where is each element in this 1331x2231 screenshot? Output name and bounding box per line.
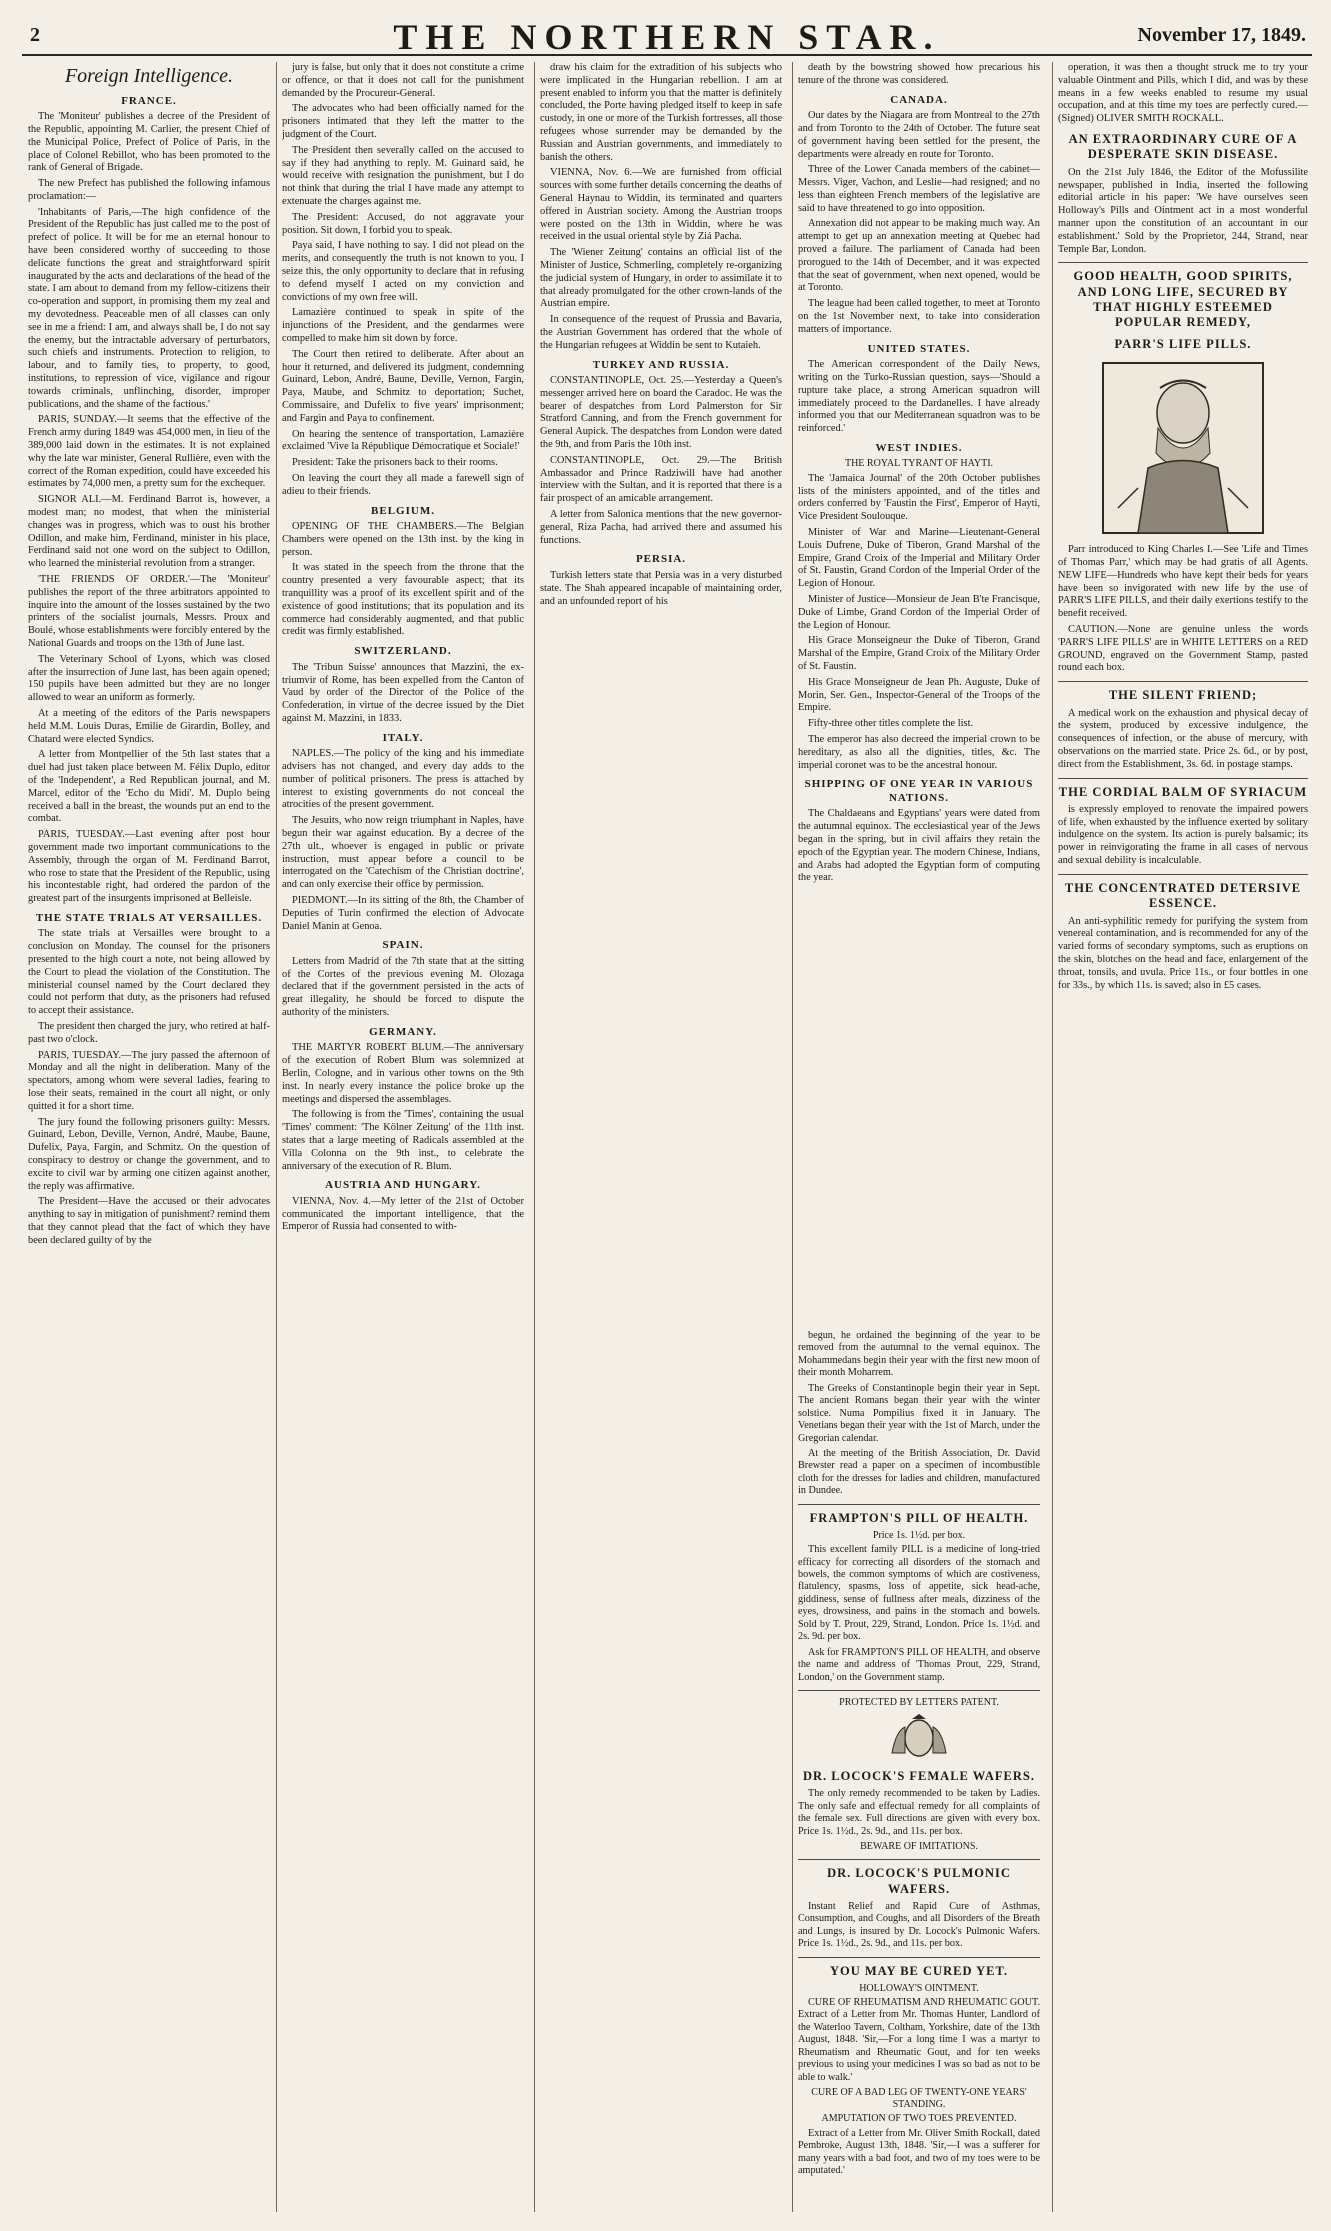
article-paragraph: NAPLES.—The policy of the king and his immediate advisers has not changed, and every day adds to the number of political prisoners. The press is attached by interest to existing governments do not conceal the atrocities of the present government.: [282, 748, 524, 811]
ad-paragraph: CURE OF RHEUMATISM AND RHEUMATIC GOUT. Extract of a Letter from Mr. Thomas Hunter, Landlord of the Waterloo Tavern, Coltham, Yorkshire, date of the 13th August, 1848. 'Sir,—For a long time I was a martyr to Rheumatism and Rheumatic Gout, and for ten weeks previous to using your medicines I was so bad as not to be able to walk.': [798, 1997, 1040, 2083]
article-paragraph: OPENING OF THE CHAMBERS.—The Belgian Chambers were opened on the 13th inst. by the king in person.: [282, 521, 524, 558]
article-paragraph: The 'Moniteur' publishes a decree of the President of the Republic, appointing M. Carlier, the present Chief of the Municipal Police, Prefect of Police of Paris, in the place of Colonel Rebillot, who has been promoted to the rank of General of Brigade.: [28, 111, 270, 174]
article-paragraph: The Chaldaeans and Egyptians' years were dated from the autumnal equinox. The ecclesiastical year of the Jews began in the spring, but in civil affairs they retain the epoch of the Egyptian year. The modern Chinese, Indians, and Arabs had adopted the Egyptian form of computing the year.: [798, 808, 1040, 884]
article-paragraph: The President: Accused, do not aggravate your position. Sit down, I forbid you to speak.: [282, 211, 524, 236]
ad-holloway-sub2: CURE OF A BAD LEG OF TWENTY-ONE YEARS' STANDING.: [811, 2087, 1027, 2111]
article-paragraph: The new Prefect has published the following infamous proclamation:—: [28, 178, 270, 202]
masthead: [22, 10, 1312, 56]
article-paragraph: President: Take the prisoners back to their rooms.: [292, 457, 498, 469]
ad-paragraph: CAUTION.—None are genuine unless the words 'PARR'S LIFE PILLS' are in WHITE LETTERS on a RED GROUND, engraved on the Government Stamp, pasted round each box.: [1058, 623, 1308, 674]
article-paragraph: At the meeting of the British Association, Dr. David Brewster read a paper on a specimen of incombustible cloth for the dresses for ladies and children, manufactured in Dundee.: [798, 1447, 1040, 1497]
article-paragraph: The Greeks of Constantinople begin their year in Sept. The ancient Romans began their year with the winter solstice. Numa Pompilius fixed it in January. The Venetians began their year with the 1st of March, under the Gregorian calendar.: [798, 1382, 1040, 1444]
article-paragraph: Annexation did not appear to be making much way. An attempt to get up an annexation meeting at Quebec had proved a failure. The parliament of Canada had been prorogued to the 14th of December, and it was expected that the seat of government, when next opened, would be at Toronto.: [798, 218, 1040, 294]
article-paragraph: VIENNA, Nov. 4.—My letter of the 21st of October communicated the important intelligence, that the Emperor of Russia had consented to with-: [282, 1195, 524, 1233]
article-paragraph: A letter from Montpellier of the 5th last states that a duel had just taken place between M. Félix Duplo, editor of the 'Independent', a Red Republican journal, and M. Marcel, editor of the 'Echo du Midi'. M. Duplo being received a ball in the breast, the wounds put an end to the combat.: [28, 749, 270, 825]
ad-divider: [1058, 874, 1308, 875]
subhead-belgium: BELGIUM.: [371, 504, 435, 517]
page-number: 2: [30, 24, 40, 46]
ad-paragraph: Extract of a Letter from Mr. Oliver Smith Rockall, dated Pembroke, August 13th, 1848. 'Sir,—I was a sufferer for many years with a bad foot, and two of my toes were to be amputated.': [798, 2127, 1040, 2176]
ad-divider: [798, 1859, 1040, 1860]
article-paragraph: jury is false, but only that it does not constitute a crime or offence, or that it does not call for the punishment demanded by the Procureur-General.: [282, 62, 524, 99]
article-paragraph: The president then charged the jury, who retired at half-past two o'clock.: [28, 1021, 270, 1045]
article-paragraph: A letter from Salonica mentions that the new governor-general, Riza Pacha, had arrived there and assumed his functions.: [540, 509, 782, 546]
article-paragraph: The league had been called together, to meet at Toronto on the 1st November next, to take into consideration matters of importance.: [798, 298, 1040, 335]
article-paragraph: In consequence of the request of Prussia and Bavaria, the Austrian Government has ordered that the whole of the Hungarian refugees at Widdin be sent to Kutaieh.: [540, 314, 782, 351]
article-paragraph: Three of the Lower Canada members of the cabinet—Messrs. Viger, Vachon, and Leslie—had resigned; and no less than eighteen French members of the legislative are said to have threatened to go into opposition.: [798, 164, 1040, 214]
article-paragraph: CONSTANTINOPLE, Oct. 25.—Yesterday a Queen's messenger arrived here on board the Caradoc. He was the bearer of despatches from Lord Palmerston for Sir Stratford Canning, and from the French government for General Aupick. The despatches from London were dated the 9th, and from Paris the 10th inst.: [540, 375, 782, 451]
article-paragraph: begun, he ordained the beginning of the year to be removed from the autumnal to the vernal equinox. The Mohammedans begin their year with the first new moon of their month Moharrem.: [798, 1330, 1040, 1379]
article-paragraph: operation, it was then a thought struck me to try your valuable Ointment and Pills, which I did, and was by these means in a few weeks enabled to resume my usual occupation, and at this time my toes are perfectly cured.—(Signed) OLIVER SMITH ROCKALL.: [1058, 62, 1308, 125]
article-paragraph: 'Inhabitants of Paris,—The high confidence of the President of the Republic has just called me to the post of prefect of police. It will be for me an eternal honour to have been considered worthy of succeeding to those delicate functions the great and straightforward spirit inaugurated by the acts and declarations of the head of the state. I am about to demand from my fellow-citizens their co-operation and support, in promising them my zeal and my devotedness. Peaceable men of all classes can only see in me a friend: I am, and always shall be, I do not say the enemy, but the intractable adversary of perturbators, such chiefs and instruments. Protection to religion, to labour, and to family ties, to property, to good, institutions, to repression of vice, vigilance and rigour towards criminals, unflinching, disorder, improper publications, and the shame of the factious.': [28, 206, 270, 410]
royal-arms-icon: [874, 1713, 964, 1763]
article-paragraph: CONSTANTINOPLE, Oct. 29.—The British Ambassador and Prince Radziwill have had another interview with the Sultan, and it is reported that there is a fair prospect of an amicable arrangement.: [540, 454, 782, 505]
article-paragraph: The following is from the 'Times', containing the usual 'Times' comment: 'The Kölner Zeitung' of the 11th inst. states that a large meeting of Radicals assembled at the Villa Colonna on the 9th inst., to celebrate the anniversary of the execution of R. Blum.: [282, 1109, 524, 1172]
article-paragraph: PARIS, TUESDAY.—Last evening after post hour government made two important communications to the Assembly, through the organ of M. Ferdinand Barrot, who rose to state that the President of the Republic, using his incontestable right, had ordered the pardon of the greatest part of the insurgents imprisoned at Belleisle.: [28, 829, 270, 905]
article-paragraph: Fifty-three other titles complete the list.: [808, 718, 974, 730]
subhead-shipping: SHIPPING OF ONE YEAR IN VARIOUS NATIONS.: [804, 778, 1034, 804]
column-1: [28, 62, 270, 2212]
article-paragraph: The jury found the following prisoners guilty: Messrs. Guinard, Lebon, Deville, Vernon, André, Maube, Baune, Dufelix, Paya, Fargin, and Schmitz. On the question of conspiracy to destroy or change the government, and to excite to civil war by arming one citizen against another, the reply was affirmative.: [28, 1116, 270, 1192]
article-paragraph: The President—Have the accused or their advocates anything to say in mitigation of punishment? remind them that they cannot plead that the fact of which they have been declared guilty of by the: [28, 1196, 270, 1246]
ad-divider: [1058, 681, 1308, 682]
royal-arms-stamp: [798, 1713, 1040, 1763]
article-paragraph: His Grace Monseigneur the Duke of Tiberon, Grand Marshal of the Empire, Grand Croix of the Military Order of St. Faustin.: [798, 635, 1040, 672]
ad-divider: [1058, 262, 1308, 263]
subhead-united-states: UNITED STATES.: [867, 342, 971, 355]
issue-date: November 17, 1849.: [1137, 24, 1306, 46]
article-paragraph: The 'Tribun Suisse' announces that Mazzini, the ex-triumvir of Rome, has been expelled from the Canton of Vaud by order of the Director of the Police of the Confederation, in virtue of the decree issued by the Diet against M. Mazzini, in 1833.: [282, 661, 524, 724]
article-paragraph: The Jesuits, who now reign triumphant in Naples, have begun their war against education. By a decree of the 27th ult., whoever is engaged in public or private instruction, must appear before a council to be interrogated on the 'Catechism of the Christian doctrine', and can only exercise their office by permission.: [282, 815, 524, 891]
article-paragraph: VIENNA, Nov. 6.—We are furnished from official sources with some further details concerning the deaths of General Haynau to Widdin, its terminated and quarters offered in Austrian society. Among the Austrian troops were posted on the 13th in Widdin, where he was received in the usual oriental style by Ziá Pacha.: [540, 167, 782, 243]
article-paragraph: On hearing the sentence of transportation, Lamazière exclaimed 'Vive la République Démocratique et Sociale!': [282, 428, 524, 453]
ad-paragraph: Ask for FRAMPTON'S PILL OF HEALTH, and observe the name and address of 'Thomas Prout, 229, Strand, London,' on the Government stamp.: [798, 1646, 1040, 1683]
subhead-west-indies: WEST INDIES.: [875, 441, 963, 454]
ad-paragraph: On the 21st July 1846, the Editor of the Mofussilite newspaper, published in India, inserted the following editorial article in his paper: 'We have ourselves seen Holloway's Pills and Ointment act in a most wonderful manner upon the constitution of an accountant in our establishment.' Sold by the Proprietor, 244, Strand, near Temple Bar, London.: [1058, 166, 1308, 255]
article-paragraph: Minister of Justice—Monsieur de Jean B'te Francisque, Duke of Limbe, Grand Cordon of the Imperial Order of the Legion of Honour.: [798, 593, 1040, 631]
subhead-persia: PERSIA.: [635, 553, 687, 566]
ad-divider: [798, 1957, 1040, 1958]
subhead-germany: GERMANY.: [369, 1025, 437, 1038]
ad-paragraph: An anti-syphilitic remedy for purifying the system from venereal contamination, and is recommended for any of the varied forms of secondary symptoms, such as eruptions on the skin, blotches on the head and face, enlargement of the throat, tonsils, and uvula. Price 11s., or four bottles in one for 33s., by which 11s. is saved; also in £5 cases.: [1058, 915, 1308, 991]
article-paragraph: PIEDMONT.—In its sitting of the 8th, the Chamber of Deputies of Turin confirmed the election of Advocate Daniel Manin at Genoa.: [282, 894, 524, 932]
ad-paragraph: Parr introduced to King Charles I.—See 'Life and Times of Thomas Parr,' which may be had gratis of all Agents. NEW LIFE—Hundreds who have kept their beds for years have been so invigorated with new life by the use of PARR'S LIFE PILLS, and their daily exertions testify to the benefit received.: [1058, 544, 1308, 620]
ad-frampton-price: Price 1s. 1½d. per box.: [872, 1529, 966, 1541]
article-paragraph: The Veterinary School of Lyons, which was closed after the insurrection of June last, has been again opened; 150 pupils have been admitted but they are no longer allowed to wear an uniform as formerly.: [28, 653, 270, 704]
article-paragraph: Minister of War and Marine—Lieutenant-General Louis Dufrene, Duke of Tiberon, Grand Marshal of the Empire, Grand Croix of the Imperial and Military Order of St. Faustin, Grand Cordon of the Imperial Order of the Legion of Honour.: [798, 526, 1040, 590]
ad-divider: [798, 1504, 1040, 1505]
article-paragraph: THE MARTYR ROBERT BLUM.—The anniversary of the execution of Robert Blum was solemnized at Berlin, Cologne, and in various other towns on the 9th inst. In nearly every instance the police broke up the meetings and dispersed the assemblages.: [282, 1042, 524, 1105]
ad-paragraph: The only remedy recommended to be taken by Ladies. The only safe and effectual remedy for all complaints of the female sex. Full directions are given with every box. Price 1s. 1½d., 2s. 9d., and 11s. per box.: [798, 1788, 1040, 1837]
article-paragraph: His Grace Monseigneur de Jean Ph. Auguste, Duke of Morin, Ser. Gen., Inspector-General of the Troops of the Empire.: [798, 676, 1040, 714]
subhead-turkey-russia: TURKEY AND RUSSIA.: [592, 358, 730, 371]
ad-silent-friend-title: THE SILENT FRIEND;: [1108, 688, 1258, 703]
ad-paragraph: This excellent family PILL is a medicine of long-tried efficacy for correcting all disorders of the stomach and bowels, the common symptoms of which are costiveness, flatulency, spasms, loss of appetite, sick head-ache, giddiness, sense of fullness after meals, dizziness of the eyes, drowsiness, and pains in the stomach and bowels. Sold by T. Prout, 229, Strand, London. Price 1s. 1½d. and 2s. 9d. per box.: [798, 1544, 1040, 1643]
ad-holloway-title: YOU MAY BE CURED YET.: [829, 1963, 1009, 1978]
section-title: Foreign Intelligence.: [64, 65, 234, 87]
article-paragraph: The President then severally called on the accused to say if they had anything to reply. M. Guinard said, he would receive with resignation the punishment, but I do not think that during the trial I have made any attempt to extenuate the charges against me.: [282, 144, 524, 207]
article-paragraph: On leaving the court they all made a farewell sign of adieu to their friends.: [282, 472, 524, 497]
ad-locock-protected: PROTECTED BY LETTERS PATENT.: [839, 1696, 999, 1708]
article-paragraph: PARIS, TUESDAY.—The jury passed the afternoon of Monday and all the night in deliberation. Many of the spectators, among whom were several ladies, fearing to lose their seats, remained in the court all night, or only quitted it for a short time.: [28, 1049, 270, 1112]
article-paragraph: 'THE FRIENDS OF ORDER.'—The 'Moniteur' publishes the report of the three arbitrators appointed to inquire into the amount of the losses sustained by the two printers of the socialist journals, Messrs. Proux and Boulé, whose establishments were forcibly entered by the National Guards and troops on the 13th of June last.: [28, 574, 270, 649]
article-paragraph: The 'Jamaica Journal' of the 20th October publishes lists of the ministers appointed, and of the titles and orders conferred by 'Faustin the First', Emperor of Hayti, Vice President Soulouque.: [798, 472, 1040, 523]
parr-portrait-engraving-icon: [1098, 358, 1268, 538]
ad-detersive-essence-title: THE CONCENTRATED DETERSIVE ESSENCE.: [1064, 880, 1302, 911]
ad-paragraph: Instant Relief and Rapid Cure of Asthmas, Consumption, and Coughs, and all Disorders of the Breath and Lungs, is insured by Dr. Locock's Pulmonic Wafers. Price 1s. 1½d., 2s. 9d., and 11s. per box.: [798, 1900, 1040, 1950]
ad-divider: [1058, 778, 1308, 779]
ad-parr-name: PARR'S LIFE PILLS.: [1114, 336, 1252, 351]
ad-locock-pulmonic-title: DR. LOCOCK'S PULMONIC WAFERS.: [827, 1866, 1011, 1896]
article-paragraph: It was stated in the speech from the throne that the country presented a very favourable aspect; that its tranquillity was a proof of its excellent spirit and of the existence of good institutions; that its population and its commerce had considerably augmented, and that public credit was firmly established.: [282, 562, 524, 638]
column-4-ads: [798, 1330, 1040, 2210]
article-paragraph: SIGNOR ALI.—M. Ferdinand Barrot is, however, a modest man; no modest, that when the ministerial changes was in progress, which was to oust his brother Odillon, and make him, Ferdinand, minister in his place, Ferdinand said not one word on the subject to Odillon, who learned the ministerial revolution from a stranger.: [28, 494, 270, 570]
subhead-hayti: THE ROYAL TYRANT OF HAYTI.: [844, 458, 994, 470]
article-paragraph: death by the bowstring showed how precarious his tenure of the throne was considered.: [798, 62, 1040, 86]
ad-paragraph: is expressly employed to renovate the impaired powers of life, when exhausted by the influence exerted by solitary indulgence on the system. Its action is purely balsamic; its power in reinvigorating the frame in all cases of nervous and sexual debility is incalculable.: [1058, 803, 1308, 867]
columns: [22, 62, 1312, 2212]
subhead-france: FRANCE.: [121, 94, 177, 107]
article-paragraph: The emperor has also decreed the imperial crown to be hereditary, as also all the dignities, titles, &c. The imperial coronet was to be the ancestral honour.: [798, 733, 1040, 771]
subhead-canada: CANADA.: [890, 93, 948, 106]
article-paragraph: Letters from Madrid of the 7th state that at the sitting of the Cortes of the previous evening M. Olozaga declared that if the government persisted in the acts of great illegality, he should be forced to dispute the authority of the ministers.: [282, 955, 524, 1019]
ad-parr-intro-title: GOOD HEALTH, GOOD SPIRITS, AND LONG LIFE, SECURED BY THAT HIGHLY ESTEEMED POPULAR REMEDY,: [1073, 269, 1293, 330]
subhead-spain: SPAIN.: [382, 939, 424, 952]
subhead-switzerland: SWITZERLAND.: [354, 645, 452, 658]
article-paragraph: The 'Wiener Zeitung' contains an official list of the Minister of Justice, Schmerling, completely re-organizing the judicial system of Hungary, in order to assimilate it to that already promulgated for the other crown-lands of the Austrian empire.: [540, 247, 782, 310]
article-paragraph: Turkish letters state that Persia was in a very disturbed state. The Shah appeared incapable of maintaining order, and an unfounded report of his: [540, 569, 782, 607]
column-2: [282, 62, 524, 2212]
article-paragraph: Lamazière continued to speak in spite of the injunctions of the President, and the gendarmes were compelled to make him sit down by force.: [282, 307, 524, 344]
subhead-italy: ITALY.: [382, 731, 424, 744]
ad-locock-female-title: DR. LOCOCK'S FEMALE WAFERS.: [802, 1769, 1035, 1784]
ad-frampton-title: FRAMPTON'S PILL OF HEALTH.: [809, 1510, 1029, 1525]
newspaper-page: [22, 10, 1312, 2220]
ad-paragraph: A medical work on the exhaustion and physical decay of the system, produced by excessive indulgence, the consequences of infection, or the abuse of mercury, with observations on the married state. Price 2s. 6d., or by post, direct from the Establishment, 3s. 6d. in postage stamps.: [1058, 707, 1308, 770]
ad-cordial-balm-title: THE CORDIAL BALM OF SYRIACUM: [1058, 784, 1308, 799]
article-paragraph: PARIS, SUNDAY.—It seems that the effective of the French army during 1849 was 454,000 men, in lieu of the 389,000 laid down in the estimates. It is not explained why the late war minister, General Rullière, even with the correct of the Roman expedition, could have exceeded his estimates by 74,000 men, a pretty sum for the exchequer.: [28, 414, 270, 490]
article-paragraph: The advocates who had been officially named for the prisoners intimated that they left the matter to the judgment of the Court.: [282, 103, 524, 140]
article-paragraph: Our dates by the Niagara are from Montreal to the 27th and from Toronto to the 24th of October. The future seat of government having been settled for the present, the departments were already en route for Toronto.: [798, 110, 1040, 160]
newspaper-title: THE NORTHERN STAR.: [393, 17, 941, 57]
subhead-state-trials: THE STATE TRIALS AT VERSAILLES.: [35, 911, 263, 924]
article-paragraph: Paya said, I have nothing to say. I did not plead on the merits, and consequently the truth is not known to you. I seize this, the only opportunity to declare that in refusing to defend myself I acted on my conviction and convictions of my own free will.: [282, 240, 524, 303]
article-paragraph: The Court then retired to deliberate. After about an hour it returned, and delivered its judgment, condemning Guinard, Lebon, André, Baune, Deville, Vernon, Fargin, Paya, Maube, and Schmitz to deportation; Suchet, Commissaire, and Dufelix to five years' imprisonment; and Fargin and Paya to confinement.: [282, 348, 524, 424]
column-5: [1058, 62, 1308, 2212]
ad-holloway-sub3: AMPUTATION OF TWO TOES PREVENTED.: [821, 2113, 1017, 2125]
column-3: [540, 62, 782, 2212]
ad-beware: BEWARE OF IMITATIONS.: [860, 1841, 978, 1853]
parr-portrait-illustration: [1058, 358, 1308, 538]
article-paragraph: The American correspondent of the Daily News, writing on the Turko-Russian question, says—'Should a rupture take place, a strong American squadron will immediately proceed to the Dardanelles. I have already informed you that our Mediterranean squadron was to be reinforced.': [798, 359, 1040, 435]
article-paragraph: draw his claim for the extradition of his subjects who were implicated in the Hungarian rebellion. I am at present enabled to inform you that the matter is definitely concluded, the Porte having pledged itself to keep in safe custody, in one or more of the Turkish fortresses, all those refugees whose surrender may be demanded by the Russian and Austrian governments, and immediately to banish the others.: [540, 62, 782, 163]
ad-holloway-sub: HOLLOWAY'S OINTMENT.: [859, 1982, 979, 1994]
article-paragraph: At a meeting of the editors of the Paris newspapers held M.M. Louis Duras, Emilie de Girardin, Bolley, and Chatard were elected Syndics.: [28, 707, 270, 745]
subhead-austria-hungary: AUSTRIA AND HUNGARY.: [325, 1179, 481, 1192]
ad-divider: [798, 1690, 1040, 1691]
article-paragraph: The state trials at Versailles were brought to a conclusion on Monday. The counsel for the prisoners presented to the high court a note, not being allowed by the Court to plead the violation of the Constitution. The ministerial counsel named by the Court declared they could not perform that duty, as the prisoners had refused to accept their assistance.: [28, 928, 270, 1017]
ad-skin-disease-title: AN EXTRAORDINARY CURE OF A DESPERATE SKIN DISEASE.: [1068, 131, 1298, 162]
